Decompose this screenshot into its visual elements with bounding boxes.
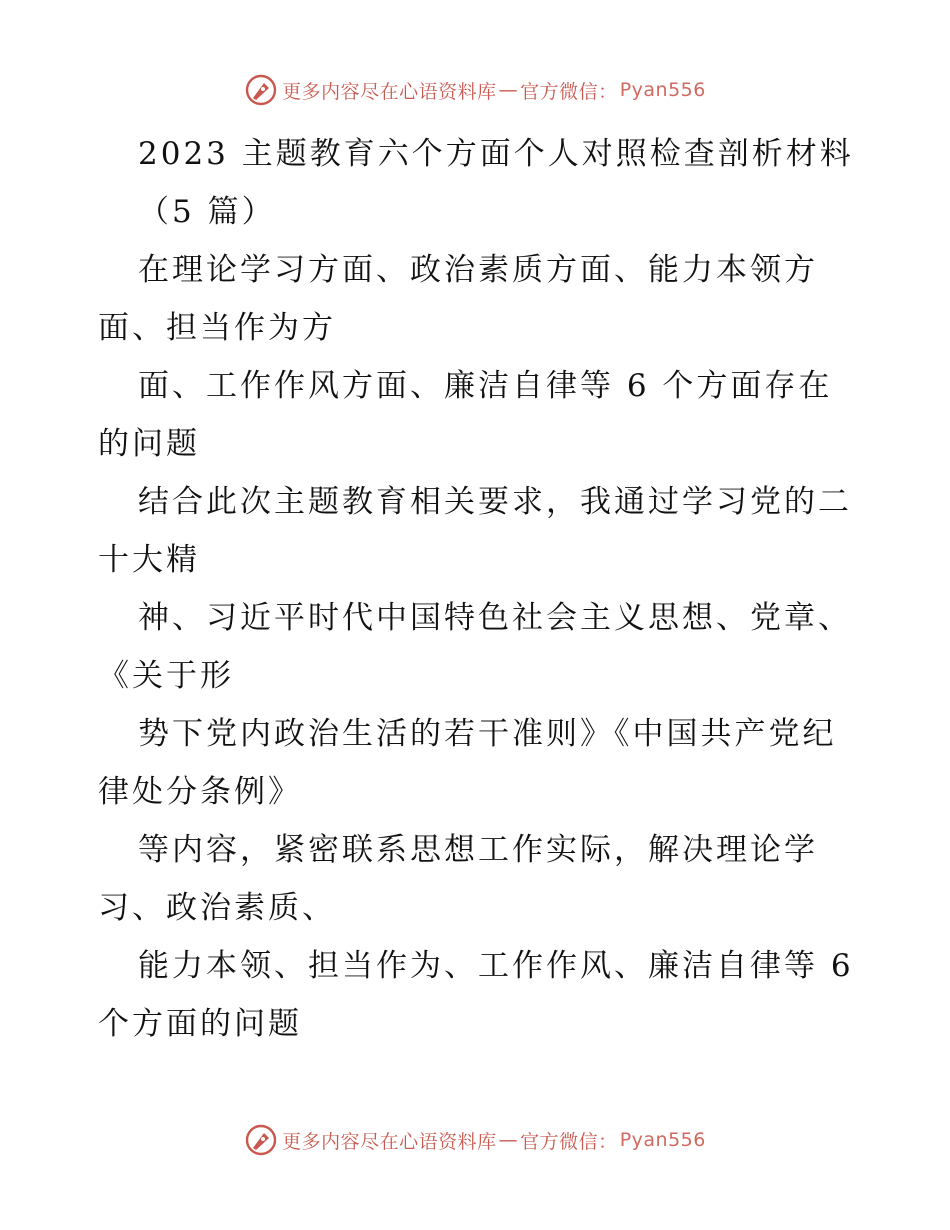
watermark-contact-label: 官方微信： bbox=[520, 1130, 618, 1153]
pen-nib-circle-icon bbox=[244, 1123, 278, 1157]
document-body bbox=[98, 125, 858, 1053]
watermark-contact-id: Pyan556 bbox=[619, 79, 706, 101]
watermark-text: 更多内容尽在心语资料库 bbox=[282, 80, 497, 103]
pen-nib-circle-icon bbox=[244, 73, 278, 107]
text-line: 律处分条例》 bbox=[98, 774, 302, 810]
text-line: 的问题 bbox=[98, 426, 200, 462]
text-line: 神、习近平时代中国特色社会主义思想、党章、 bbox=[138, 600, 852, 636]
watermark-dash: — bbox=[498, 1129, 519, 1151]
footer-watermark bbox=[0, 1120, 950, 1160]
text-line: 面、工作作风方面、廉洁自律等 6 个方面存在 bbox=[138, 368, 833, 404]
text-line: 十大精 bbox=[98, 542, 200, 578]
text-line: 能力本领、担当作为、工作作风、廉洁自律等 6 bbox=[138, 948, 854, 984]
text-line: 面、担当作为方 bbox=[98, 310, 336, 346]
text-line: 结合此次主题教育相关要求，我通过学习党的二 bbox=[138, 484, 852, 520]
text-line: 《关于形 bbox=[98, 658, 234, 694]
text-line: 个方面的问题 bbox=[98, 1006, 302, 1042]
text-line: （5 篇） bbox=[138, 194, 276, 230]
text-line: 等内容，紧密联系思想工作实际，解决理论学 bbox=[138, 832, 818, 868]
text-line: 势下党内政治生活的若干准则》《中国共产党纪 bbox=[138, 716, 837, 752]
text-line: 在理论学习方面、政治素质方面、能力本领方 bbox=[138, 252, 818, 288]
header-watermark bbox=[0, 70, 950, 110]
watermark-contact-label: 官方微信： bbox=[520, 80, 618, 103]
watermark-contact-id: Pyan556 bbox=[619, 1129, 706, 1151]
watermark-text: 更多内容尽在心语资料库 bbox=[282, 1130, 497, 1153]
text-line: 习、政治素质、 bbox=[98, 890, 336, 926]
text-line: 2023 主题教育六个方面个人对照检查剖析材料 bbox=[138, 136, 854, 172]
watermark-dash: — bbox=[498, 79, 519, 101]
